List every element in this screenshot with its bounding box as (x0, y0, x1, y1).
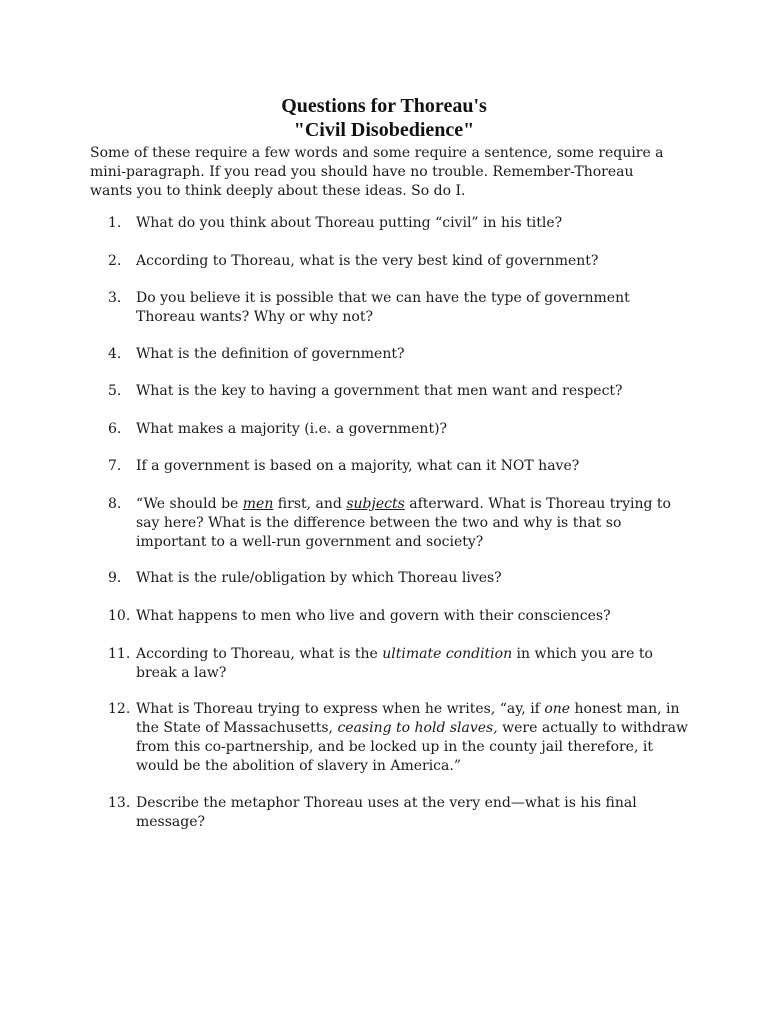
question-number: 1. (108, 215, 122, 231)
question-13 (108, 794, 688, 832)
question-text: What is the definition of government? (136, 346, 405, 362)
question-6 (108, 420, 688, 439)
question-number: 9. (108, 570, 122, 586)
emphasis-one: one (544, 701, 571, 717)
question-number: 6. (108, 421, 122, 437)
question-text: What makes a majority (i.e. a government)? (136, 421, 448, 437)
question-text (136, 495, 688, 552)
intro-paragraph: Some of these require a few words and some require a sentence, some require a mini-paragraph. If you read you should have no trouble. Remember-Thoreau wants you to think deeply about these ideas. So do I. (90, 145, 664, 199)
question-text (136, 645, 688, 683)
text-segment: honest man, in the State of Massachusetts, (136, 701, 680, 736)
question-text: What happens to men who live and govern with their consciences? (136, 608, 611, 624)
question-text: What is the key to having a government that men want and respect? (136, 383, 623, 399)
text-segment: afterward. What is Thoreau trying to say here? What is the difference between the two and why is that so important to a well-run government and society? (136, 496, 671, 550)
question-text: Do you believe it is possible that we can have the type of government Thoreau wants? Why or why not? (136, 290, 630, 325)
question-11 (108, 645, 688, 683)
question-3 (108, 289, 688, 327)
text-segment: What is Thoreau trying to express when he writes, “ay, if (136, 701, 545, 717)
emphasis-subjects: subjects (346, 496, 405, 512)
question-5 (108, 382, 688, 401)
question-7 (108, 457, 688, 476)
question-number: 3. (108, 290, 122, 306)
text-segment: first, and (273, 496, 347, 512)
question-text: Describe the metaphor Thoreau uses at the very end—what is his final message? (136, 795, 637, 830)
text-segment: According to Thoreau, what is the (136, 646, 383, 662)
question-12 (108, 700, 688, 776)
question-number: 5. (108, 383, 122, 399)
question-4 (108, 345, 688, 364)
question-number: 13. (108, 795, 131, 811)
question-text: What is the rule/obligation by which Thoreau lives? (136, 570, 502, 586)
page-subtitle: "Civil Disobedience" (293, 119, 475, 141)
text-segment: were actually to withdraw from this co-partnership, and be locked up in the county jail therefore, it would be the abolition of slavery in America.” (136, 720, 688, 774)
question-number: 4. (108, 346, 122, 362)
emphasis-ultimate-condition: ultimate condition (382, 646, 513, 662)
question-10 (108, 607, 688, 626)
question-text: If a government is based on a majority, what can it NOT have? (136, 458, 580, 474)
question-number: 12. (108, 701, 131, 717)
text-segment: in which you are to break a law? (136, 646, 653, 681)
question-number: 10. (108, 608, 131, 624)
question-text: What do you think about Thoreau putting “civil” in his title? (136, 215, 563, 231)
question-2 (108, 252, 688, 271)
question-9 (108, 569, 688, 588)
emphasis-men: men (242, 496, 274, 512)
question-1 (108, 214, 688, 233)
question-number: 11. (108, 646, 131, 662)
question-text: According to Thoreau, what is the very best kind of government? (136, 253, 599, 269)
question-8 (108, 495, 688, 552)
question-number: 2. (108, 253, 122, 269)
question-text (136, 700, 688, 776)
question-number: 8. (108, 496, 122, 512)
text-segment: “We should be (136, 496, 243, 512)
question-number: 7. (108, 458, 122, 474)
page-title: Questions for Thoreau's (281, 95, 487, 117)
emphasis-ceasing-to-hold-slaves: ceasing to hold slaves, (337, 720, 498, 736)
